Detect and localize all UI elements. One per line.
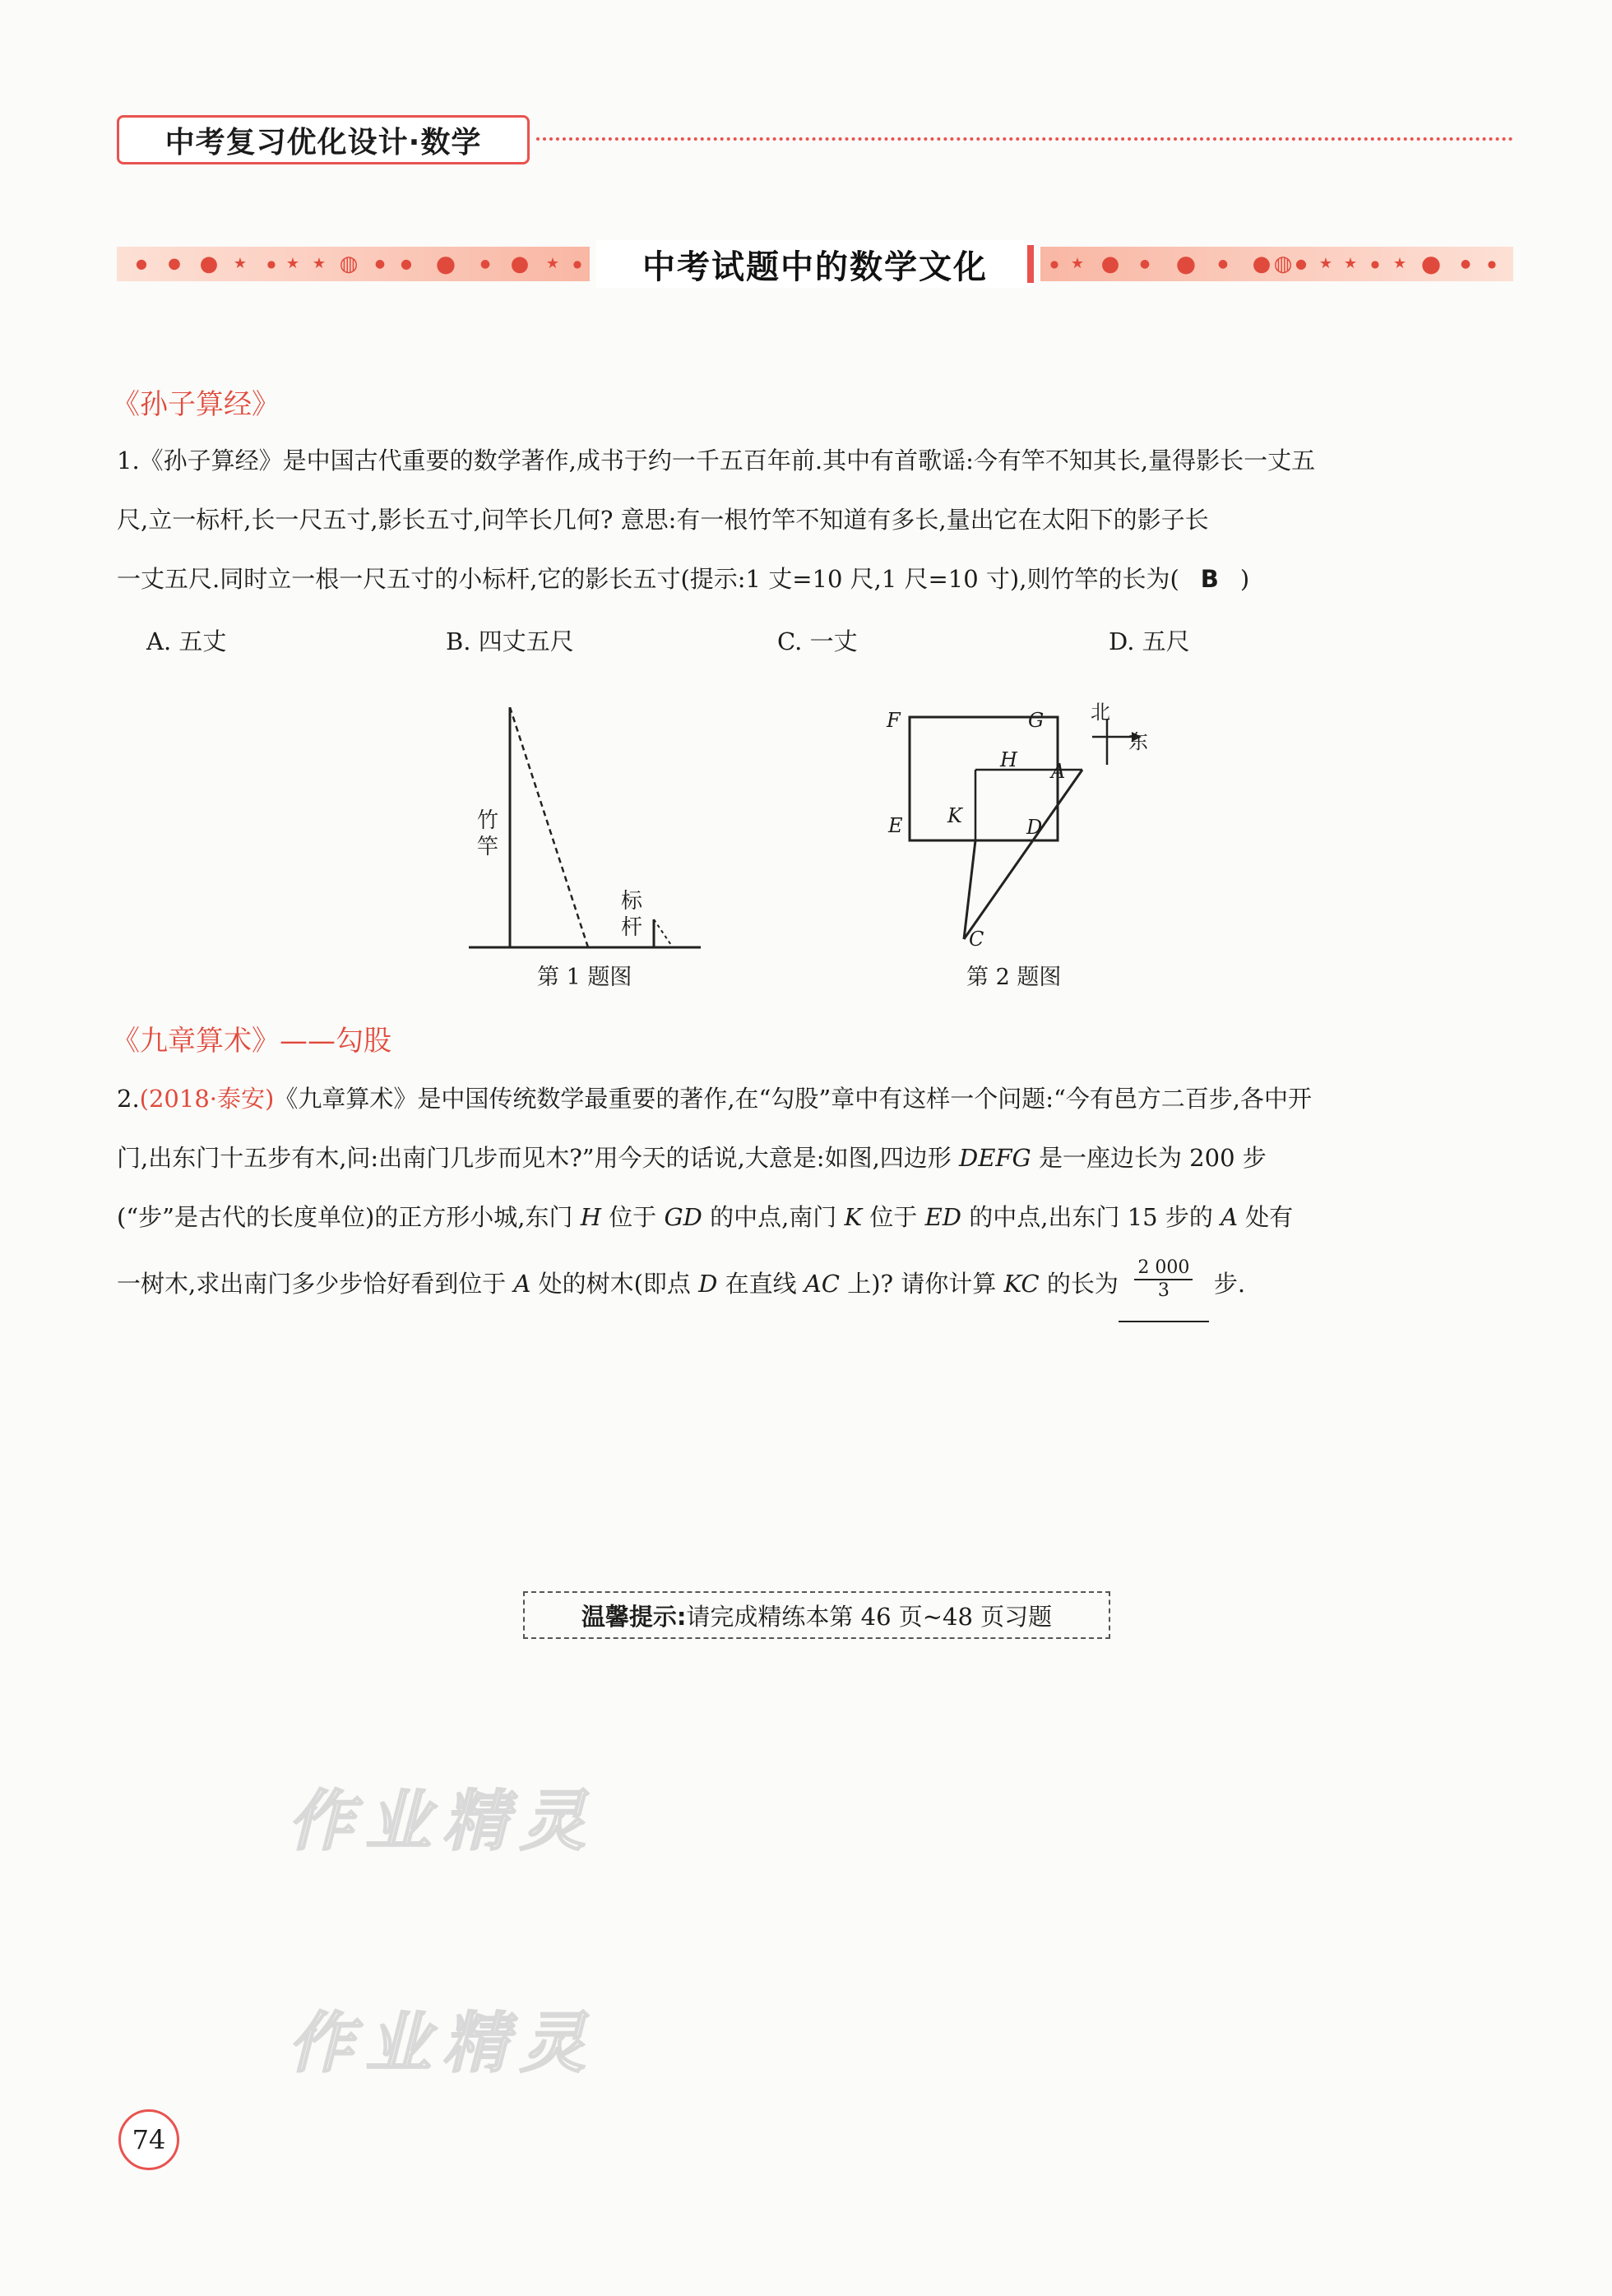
dot-icon: ●: [510, 252, 530, 276]
point-c-label: C: [969, 928, 984, 951]
answer-fraction: [1134, 1257, 1193, 1302]
dot-icon: ●: [435, 250, 456, 277]
series-title-box: [117, 115, 530, 164]
line-ac: [964, 770, 1082, 939]
text-run: 的中点,南门: [702, 1203, 845, 1231]
series-title: 中考复习优化设计·数学: [164, 125, 482, 160]
globe-icon: ◍: [1273, 252, 1293, 276]
rod-label: 标 杆: [621, 889, 643, 940]
watermark: 作业精灵: [288, 1783, 597, 1859]
math-var: H: [580, 1203, 602, 1231]
text-run: 一树木,求出南门多少步恰好看到位于: [117, 1270, 514, 1298]
section-heading-jiuzhang: 《九章算术》——勾股: [112, 1025, 391, 1058]
text-run: 处的树木(即点: [530, 1270, 699, 1298]
question-1-line: 1.《孙子算经》是中国古代重要的数学著作,成书于约一千五百年前.其中有首歌谣:今有竿不知其长,量得影长一丈五: [117, 447, 1316, 474]
text-run: 上)? 请你计算: [840, 1270, 1004, 1298]
math-var: A: [513, 1270, 531, 1298]
point-a-label: A: [1051, 760, 1066, 783]
point-d-label: D: [1026, 816, 1043, 839]
star-icon: ★: [1318, 255, 1333, 272]
question-2-line: [117, 1247, 1515, 1321]
math-var: GD: [664, 1203, 702, 1231]
figure-2-caption: 第 2 题图: [966, 965, 1062, 990]
point-e-label: E: [888, 814, 903, 837]
dot-icon: ●: [1252, 252, 1272, 276]
reminder-box: [523, 1591, 1110, 1639]
banner-bar-right: [1027, 245, 1034, 283]
text-run: 位于: [862, 1203, 925, 1231]
north-label: 北: [1091, 701, 1110, 724]
point-h-label: H: [1000, 748, 1017, 771]
figure-2: [880, 699, 1148, 954]
question-1-options: [117, 615, 1433, 664]
figure-1-caption: 第 1 题图: [537, 965, 632, 990]
star-icon: ★: [1392, 255, 1407, 272]
reminder-text: 请完成精练本第 46 页~48 页习题: [686, 1602, 1053, 1631]
math-var: KC: [1003, 1270, 1040, 1298]
star-icon: ★: [1343, 255, 1358, 272]
east-label: 东: [1128, 730, 1148, 753]
text-run: (“步”是古代的长度单位)的正方形小城,东门: [117, 1203, 581, 1231]
chapter-banner: [117, 240, 1513, 288]
figure-1-drawing: [469, 707, 716, 954]
text-run: 处有: [1238, 1203, 1294, 1231]
star-icon: ★: [312, 255, 327, 272]
pole-label: 竹 竿: [477, 808, 499, 859]
question-2-source-tag: (2018·泰安): [139, 1085, 275, 1113]
text-run: 是一座边长为 200 步: [1031, 1144, 1267, 1172]
star-icon: ★: [545, 255, 560, 272]
reminder-label: 温馨提示:: [581, 1602, 687, 1631]
question-2: [117, 1069, 1515, 1321]
question-2-number: 2.: [117, 1085, 140, 1113]
question-2-line: [117, 1128, 1515, 1187]
math-var: A: [1221, 1203, 1239, 1231]
sun-ray-rod: [654, 919, 673, 947]
text-run: 的长为: [1039, 1270, 1119, 1298]
section-heading-sunzi: 《孙子算经》: [112, 388, 280, 421]
dot-icon: ●: [1295, 256, 1307, 271]
figure-1: [469, 707, 716, 970]
point-g-label: G: [1028, 709, 1045, 732]
dot-icon: ●: [572, 258, 582, 270]
dot-icon: ●: [1217, 257, 1229, 271]
option-d: D. 五尺: [1109, 627, 1190, 655]
point-k-label: K: [947, 804, 962, 827]
dot-icon: ●: [1139, 257, 1151, 271]
text-run: 门,出东门十五步有木,问:出南门几步而见木?”用今天的话说,大意是:如图,四边形: [117, 1144, 960, 1172]
globe-icon: ◍: [339, 252, 359, 276]
dot-icon: ●: [479, 257, 491, 271]
option-a: A. 五丈: [146, 627, 227, 655]
star-icon: ★: [1070, 255, 1085, 272]
math-var: K: [844, 1203, 863, 1231]
fraction-numerator: 2 000: [1134, 1257, 1193, 1280]
text-run: 位于: [601, 1203, 665, 1231]
math-var: D: [698, 1270, 718, 1298]
dot-icon: ●: [1487, 258, 1497, 270]
watermark: 作业精灵: [288, 2005, 597, 2081]
math-var: AC: [804, 1270, 840, 1298]
option-c: C. 一丈: [777, 627, 858, 655]
dot-icon: ●: [1049, 258, 1059, 270]
question-1: [117, 431, 1515, 609]
text-run: 的中点,出东门 15 步的: [961, 1203, 1221, 1231]
point-f-label: F: [887, 709, 901, 732]
star-icon: ★: [285, 255, 300, 272]
star-icon: ★: [233, 255, 248, 272]
dot-icon: ●: [1175, 250, 1197, 277]
header-dotted-rule: [536, 137, 1513, 141]
answer-unit: 步.: [1213, 1270, 1246, 1298]
math-var: DEFG: [959, 1144, 1031, 1172]
question-1-close-paren: ): [1239, 565, 1250, 593]
option-b: B. 四丈五尺: [446, 627, 574, 655]
dot-icon: ●: [266, 258, 276, 270]
math-var: ED: [924, 1203, 962, 1231]
question-1-line-text: 一丈五尺.同时立一根一尺五寸的小标杆,它的影长五寸(提示:1 丈=10 尺,1 尺=10 寸),则竹竿的长为(: [117, 565, 1179, 593]
dot-icon: ●: [1420, 250, 1442, 277]
question-1-line: 尺,立一标杆,长一尺五寸,影长五寸,问竿长几何? 意思:有一根竹竿不知道有多长,量出它在太阳下的影子长: [117, 506, 1209, 534]
banner-title: 中考试题中的数学文化: [642, 248, 988, 286]
question-2-line: [117, 1069, 1515, 1128]
dot-icon: ●: [136, 256, 147, 271]
page-number: 74: [118, 2109, 179, 2170]
question-1-answer: B: [1200, 565, 1219, 593]
question-1-line: [117, 549, 1515, 609]
question-2-text: 《九章算术》是中国传统数学最重要的著作,在“勾股”章中有这样一个问题:“今有邑方二百步,各中开: [274, 1085, 1313, 1113]
text-run: 在直线: [717, 1270, 804, 1298]
dot-icon: ●: [1370, 258, 1380, 270]
dot-icon: ●: [374, 257, 386, 271]
dot-icon: ●: [168, 255, 181, 272]
dot-icon: ●: [199, 252, 219, 276]
sun-ray-pole: [510, 707, 588, 947]
dot-icon: ●: [401, 256, 412, 271]
dot-icon: ●: [1460, 257, 1471, 271]
fraction-denominator: 3: [1157, 1280, 1170, 1301]
dot-icon: ●: [1100, 252, 1120, 276]
banner-title-box: [596, 240, 1034, 288]
answer-blank: [1119, 1247, 1209, 1322]
figure-2-drawing: [880, 699, 1143, 954]
question-2-line: [117, 1187, 1515, 1247]
